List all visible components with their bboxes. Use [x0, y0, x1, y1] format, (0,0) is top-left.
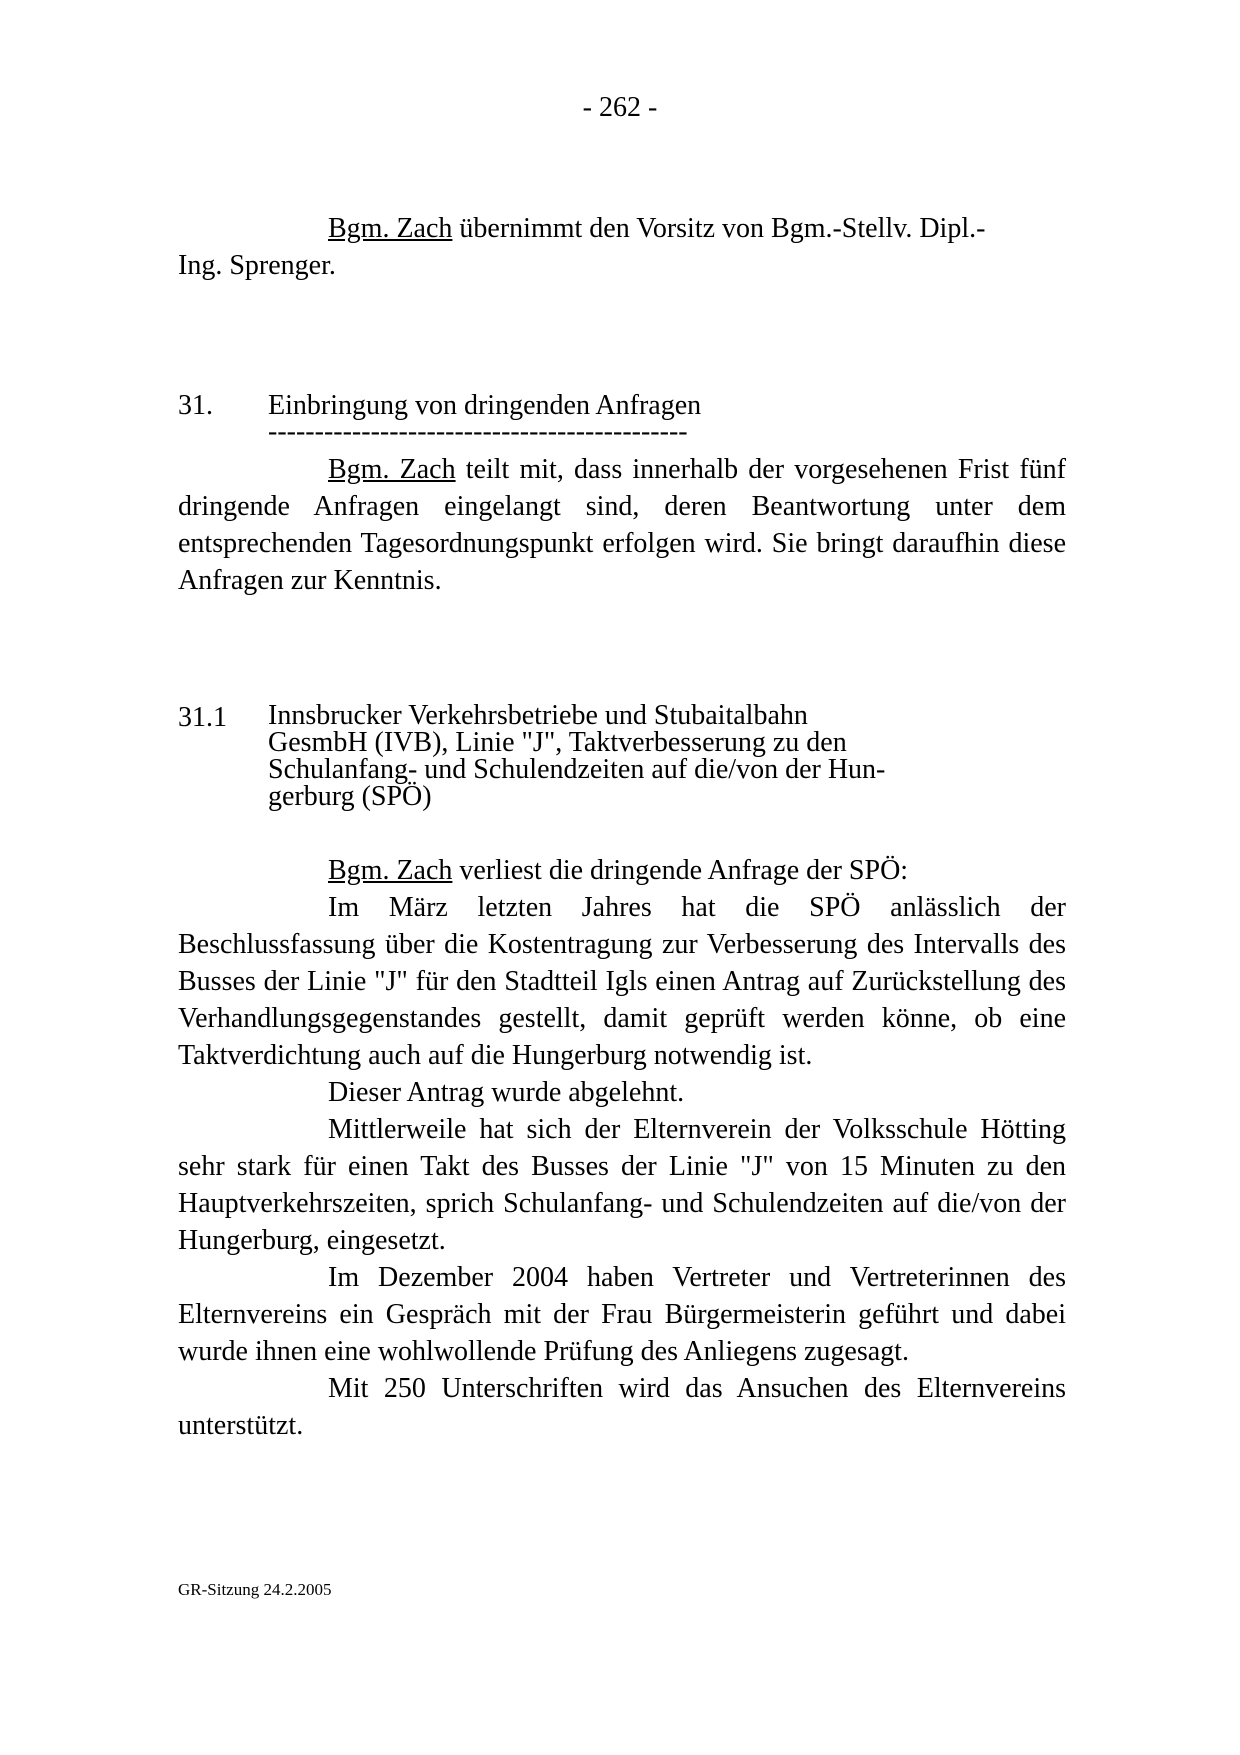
- intro-text-line1: übernimmt den Vorsitz von Bgm.-Stellv. Dipl.-: [452, 213, 986, 244]
- section-31-paragraph: [178, 451, 1066, 599]
- page-number: - 262 -: [582, 92, 658, 123]
- speaker-name: Bgm. Zach: [328, 454, 456, 485]
- speaker-name: Bgm. Zach: [328, 855, 453, 886]
- intro-paragraph: [178, 210, 1066, 284]
- body-paragraph: Mittlerweile hat sich der Elternverein der Volksschule Hötting sehr stark für einen Takt des Busses der Linie "J" von 15 Minuten zu den Hauptverkehrszeiten, sprich Schulanfang- und Schulendzeiten auf die/von der Hungerburg, eingesetzt.: [178, 1114, 1066, 1256]
- speaker-name: Bgm. Zach: [328, 213, 453, 244]
- section-31-title: Einbringung von dringenden Anfragen: [268, 390, 702, 421]
- section-31-1-intro: verliest die dringende Anfrage der SPÖ:: [452, 855, 909, 886]
- intro-text-line2: Ing. Sprenger.: [178, 250, 336, 281]
- title-line: Innsbrucker Verkehrsbetriebe und Stubaitalbahn: [268, 700, 808, 731]
- body-paragraph: Dieser Antrag wurde abgelehnt.: [328, 1077, 685, 1108]
- body-paragraph: Im Dezember 2004 haben Vertreter und Vertreterinnen des Elternvereins ein Gespräch mit der Frau Bürgermeisterin geführt und dabei wurde ihnen eine wohlwollende Prüfung des Anliegens zugesagt.: [178, 1262, 1066, 1367]
- body-paragraph: Im März letzten Jahres hat die SPÖ anlässlich der Beschlussfassung über die Kostentragung zur Verbesserung des Intervalls des Busses der Linie "J" für den Stadtteil Igls einen Antrag auf Zurückstellung des Verhandlungsgegenstandes gestellt, damit geprüft werden könne, ob eine Taktverdichtung auch auf die Hungerburg notwendig ist.: [178, 892, 1066, 1071]
- title-line: Schulanfang- und Schulendzeiten auf die/von der Hun-: [268, 754, 886, 785]
- body-paragraph: Mit 250 Unterschriften wird das Ansuchen des Elternvereins unterstützt.: [178, 1373, 1066, 1441]
- section-31-number: 31.: [178, 390, 213, 421]
- title-line: GesmbH (IVB), Linie "J", Taktverbesserung zu den: [268, 727, 847, 758]
- section-31-1-body: [178, 852, 1066, 1444]
- section-31-separator: ---------------------------------------------: [268, 416, 688, 447]
- footer-session-date: GR-Sitzung 24.2.2005: [178, 1580, 332, 1599]
- section-31-1-number: 31.1: [178, 702, 227, 733]
- title-line: gerburg (SPÖ): [268, 781, 432, 812]
- section-31-text: teilt mit, dass innerhalb der vorgesehenen Frist fünf dringende Anfragen eingelangt sind, deren Beantwortung unter dem entsprechenden Tagesordnungspunkt erfolgen wird. Sie bringt daraufhin diese Anfragen zur Kenntnis.: [178, 454, 1066, 596]
- section-31-1-title: [268, 702, 928, 810]
